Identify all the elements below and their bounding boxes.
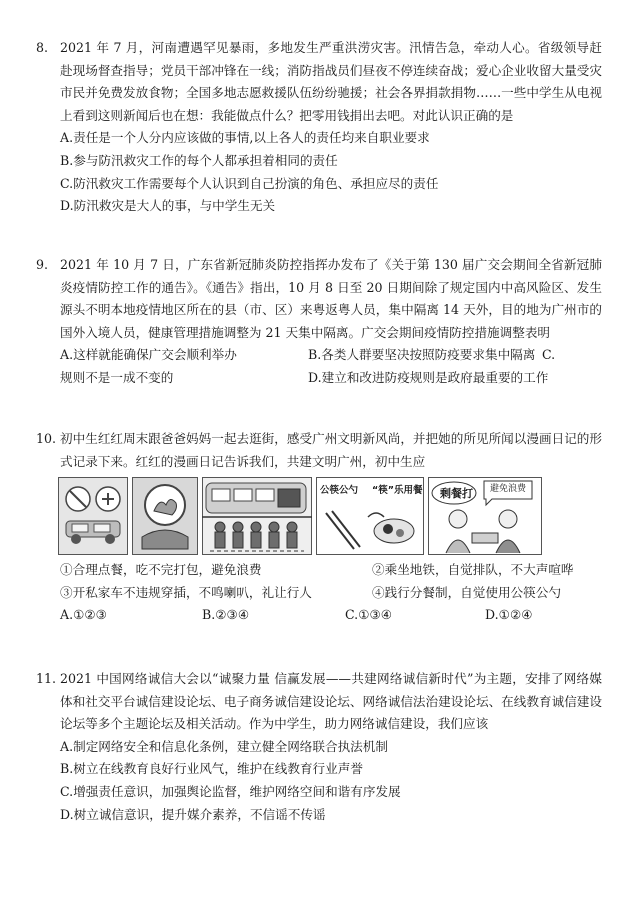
question-number: 11. xyxy=(36,671,57,686)
comic-caption-avoid-waste: 避免浪费 xyxy=(490,484,527,495)
statement-row-2 xyxy=(60,582,602,605)
option-a[interactable]: A.①②③ xyxy=(60,607,107,623)
option-b[interactable]: B.各类人群要坚决按照防疫要求集中隔离 xyxy=(308,347,536,363)
question-number: 10. xyxy=(36,431,57,446)
question-stem: 2021 中国网络诚信大会以“诚聚力量 信赢发展——共建网络诚信新时代”为主题，安排了网络媒体和社交平台诚信建设论坛、电子商务诚信建设论坛、网络诚信法治建设论坛、在线教育诚信建设论坛等多个主题论坛及相关活动。作为中学生，助力网络诚信建设，我们应该 xyxy=(60,671,602,732)
option-d[interactable]: D.树立诚信意识，提升媒介素养，不信谣不传谣 xyxy=(60,806,326,822)
option-row-2 xyxy=(60,367,602,390)
question-9 xyxy=(36,254,602,390)
option-d[interactable]: D.防汛救灾是大人的事，与中学生无关 xyxy=(60,198,276,214)
statement-1: ①合理点餐，吃不完打包，避免浪费 xyxy=(60,562,262,578)
option-b[interactable]: B.参与防汛救灾工作的每个人都承担着相同的责任 xyxy=(60,152,338,168)
option-a[interactable]: A.制定网络安全和信息化条例，建立健全网络联合执法机制 xyxy=(60,738,388,754)
statement-2: ②乘坐地铁，自觉排队，不大声喧哗 xyxy=(372,562,574,578)
comic-caption-leftovers: 剩餐打 xyxy=(440,487,473,501)
option-c[interactable]: C.防汛救灾工作需要每个人认识到自己扮演的角色、承担应尽的责任 xyxy=(60,175,439,191)
comic-caption-happy-meal: “筷”乐用餐 xyxy=(372,485,423,497)
question-stem: 2021 年 7 月，河南遭遇罕见暴雨，多地发生严重洪涝灾害。汛情告急，牵动人心。省级领导赶赴现场督查指导；党员干部冲锋在一线；消防指战员们昼夜不停连续奋战；爱心企业收留大量受灾市民并免费发放食物；全国多地志愿救援队伍纷纷驰援；社会各界捐款捐物……一些中学生从电视上看到这则新闻后也在想：我能做点什么？把零用钱捐出去吧。对此认识正确的是 xyxy=(60,40,602,123)
option-a[interactable]: A.责任是一个人分内应该做的事情,以上各人的责任均来自职业要求 xyxy=(60,130,430,146)
question-11 xyxy=(36,668,602,826)
comic-strip xyxy=(58,477,602,555)
option-c[interactable]: C.增强责任意识，加强舆论监督，维护网络空间和谐有序发展 xyxy=(60,783,401,799)
option-b[interactable]: B.②③④ xyxy=(202,607,250,623)
question-stem: 初中生红红周末跟爸爸妈妈一起去逛街，感受广州文明新风尚，并把她的所见所闻以漫画日记的形式记录下来。红红的漫画日记告诉我们，共建文明广州，初中生应 xyxy=(60,431,602,469)
option-d[interactable]: D.①②④ xyxy=(485,607,533,623)
question-number: 8. xyxy=(36,40,49,55)
comic-panel-traffic xyxy=(58,477,128,555)
comic-caption-public-chopsticks: 公筷公勺 xyxy=(320,485,359,497)
option-c[interactable]: 规则不是一成不变的 xyxy=(60,369,174,385)
question-stem: 2021 年 10 月 7 日，广东省新冠肺炎防控指挥办发布了《关于第 130 届广交会期间全省新冠肺炎疫情防控工作的通告》。《通告》指出，10 月 8 日至 20 日期间除了规定国内中高风险区、发生源头不明本地疫情地区所在的县（市、区）来粤返粤人员，集中隔离 14 天外，目的地为广州市的国外入境人员，健康管理措施调整为 21 天集中隔离。广交会期间疫情防控措施调整表明 xyxy=(60,257,602,340)
option-c-label[interactable]: C. xyxy=(542,347,556,363)
question-10 xyxy=(36,428,602,627)
option-a[interactable]: A.这样就能确保广交会顺利举办 xyxy=(60,347,237,363)
option-c[interactable]: C.①③④ xyxy=(345,607,393,623)
comic-panel-subway xyxy=(202,477,312,555)
option-row-1 xyxy=(60,344,602,367)
answer-options xyxy=(60,604,602,627)
question-8 xyxy=(36,37,602,218)
option-b[interactable]: B.树立在线教育良好行业风气，维护在线教育行业声誉 xyxy=(60,761,363,777)
question-number: 9. xyxy=(36,257,49,272)
option-d[interactable]: D.建立和改进防疫规则是政府最重要的工作 xyxy=(308,369,549,385)
statement-3: ③开私家车不违规穿插，不鸣喇叭，礼让行人 xyxy=(60,584,312,600)
statement-row-1 xyxy=(60,559,602,582)
comic-panel-hand xyxy=(132,477,198,555)
statement-4: ④践行分餐制，自觉使用公筷公勺 xyxy=(372,584,561,600)
